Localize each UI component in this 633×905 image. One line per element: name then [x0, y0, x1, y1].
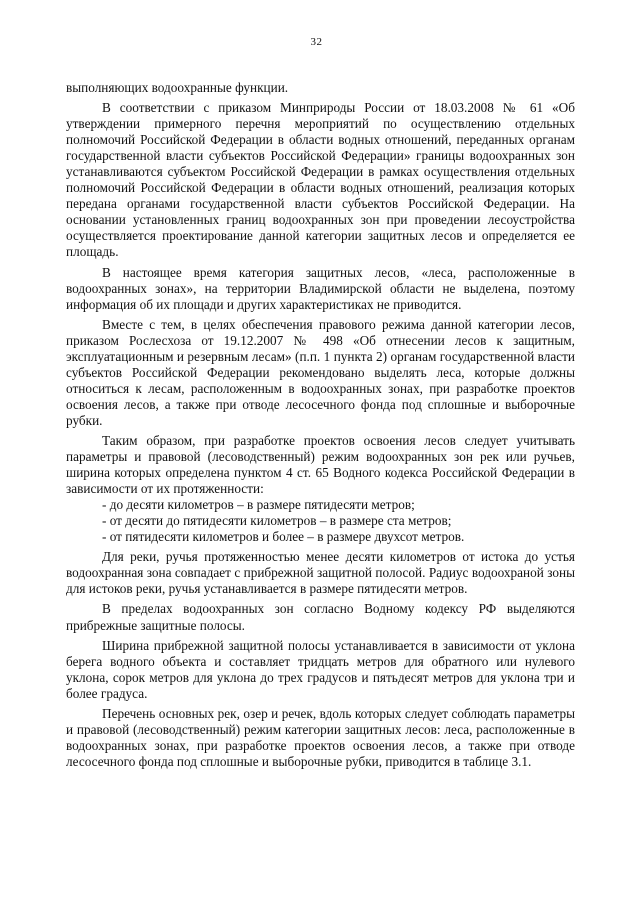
paragraph: Ширина прибрежной защитной полосы устанавливается в зависимости от уклона берега водного объекта и составляет тридцать метров для обратного или нулевого уклона, сорок метров для уклона до трех градусов и пятьдесят метров для уклона три и более градуса. [66, 637, 575, 701]
paragraph: Для реки, ручья протяженностью менее десяти километров от истока до устья водоохранная зона совпадает с прибрежной защитной полосой. Радиус водоохраной зоны для истоков реки, ручья устанавливается в размере пятидесяти метров. [66, 549, 575, 597]
paragraph: Перечень основных рек, озер и речек, вдоль которых следует соблюдать параметры и правовой (лесоводственный) режим категории защитных лесов: леса, расположенные в водоохранных зонах, при разработке проектов освоения лесов, а также при отводе лесосечного фонда под сплошные и выборочные рубки, приводится в таблице 3.1. [66, 705, 575, 769]
document-body [66, 80, 575, 774]
page-number: 32 [310, 36, 323, 48]
list-item: - от десяти до пятидесяти километров – в размере ста метров; [102, 513, 452, 529]
paragraph: В настоящее время категория защитных лесов, «леса, расположенные в водоохранных зонах», на территории Владимирской области не выделена, поэтому информация об их площади и других характеристиках не приводится. [66, 264, 575, 312]
paragraph: Вместе с тем, в целях обеспечения правового режима данной категории лесов, приказом Рослесхоза от 19.12.2007 № 498 «Об отнесении лесов к защитным, эксплуатационным и резервным лесам» (п.п. 1 пункта 2) органам государственной власти субъектов Российской Федерации рекомендовано выделять леса, которые должны относиться к лесам, расположенным в водоохранных зонах, при разработке проектов освоения лесов, а также при отводе лесосечного фонда под сплошные и выборочные рубки. [66, 316, 575, 428]
paragraph-continuation: выполняющих водоохранные функции. [66, 80, 289, 95]
paragraph: В пределах водоохранных зон согласно Водному кодексу РФ выделяются прибрежные защитные полосы. [66, 601, 575, 633]
distance-list [66, 497, 575, 545]
list-item: - до десяти километров – в размере пятидесяти метров; [102, 497, 415, 513]
paragraph: В соответствии с приказом Минприроды России от 18.03.2008 № 61 «Об утверждении примерного перечня мероприятий по осуществлению отдельных полномочий Российской Федерации в области водных отношений, переданных органам государственной власти субъектов Российской Федерации» границы водоохранных зон устанавливаются субъектом Российской Федерации в рамках осуществления отдельных полномочий Российской Федерации в области водных отношений, реализация которых передана органами государственной власти субъектов Российской Федерации. На основании установленных границ водоохранных зон при проведении лесоустройства осуществляется проектирование данной категории защитных лесов и определяется ее площадь. [66, 100, 575, 260]
paragraph: Таким образом, при разработке проектов освоения лесов следует учитывать параметры и правовой (лесоводственный) режим водоохранных зон рек или ручьев, ширина которых определена пунктом 4 ст. 65 Водного кодекса Российской Федерации в зависимости от их протяженности: [66, 432, 575, 497]
list-item: - от пятидесяти километров и более – в размере двухсот метров. [102, 529, 465, 545]
